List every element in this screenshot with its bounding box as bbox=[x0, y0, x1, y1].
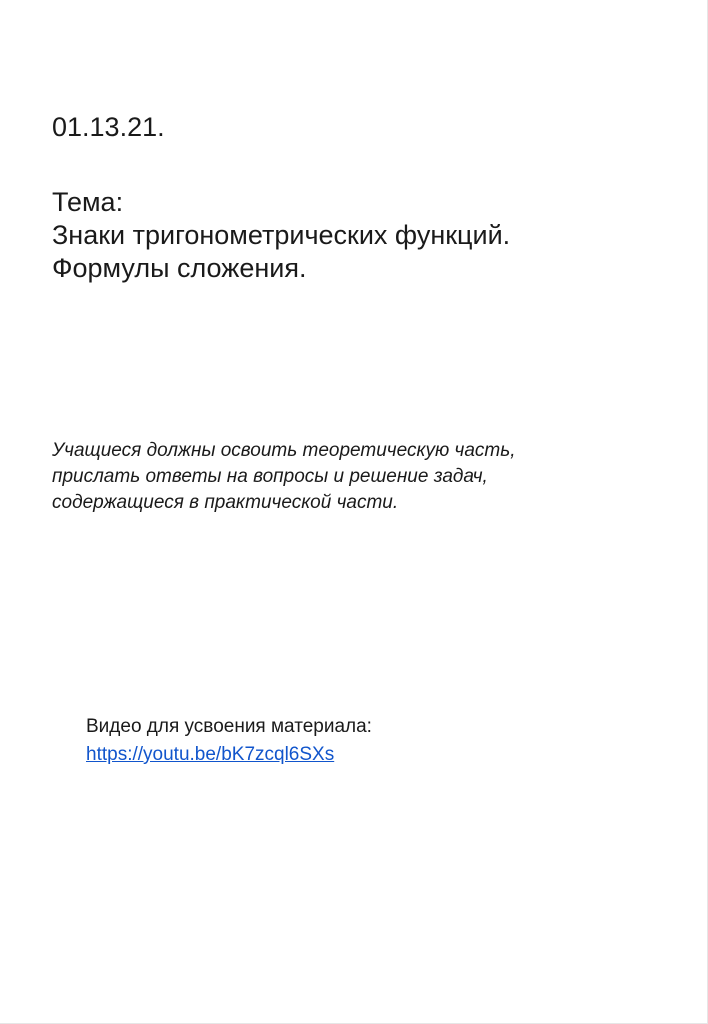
instructions-block bbox=[52, 438, 516, 516]
topic-heading: Тема: bbox=[52, 187, 124, 217]
topic-title-line-2: Формулы сложения. bbox=[52, 253, 307, 283]
lesson-date: 01.13.21. bbox=[52, 112, 165, 142]
video-link[interactable]: https://youtu.be/bK7zcql6SXs bbox=[86, 744, 335, 765]
topic-title-line-1: Знаки тригонометрических функций. bbox=[52, 220, 511, 250]
video-section bbox=[86, 713, 372, 769]
instruction-line-3: содержащиеся в практической части. bbox=[52, 492, 399, 513]
instruction-line-2: прислать ответы на вопросы и решение задач, bbox=[52, 466, 488, 487]
instruction-line-1: Учащиеся должны освоить теоретическую часть, bbox=[52, 440, 516, 461]
video-label: Видео для усвоения материала: bbox=[86, 716, 372, 737]
topic-block bbox=[52, 186, 510, 285]
